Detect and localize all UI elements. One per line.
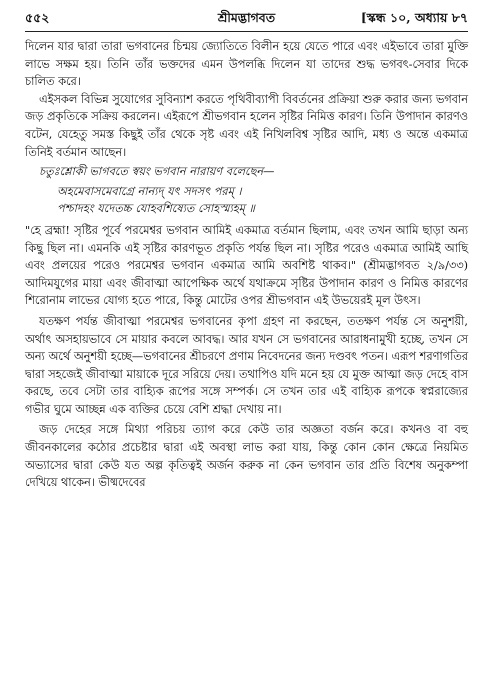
verse-line: পশ্চাদহং যদেতচ্চ যোহবশিষ্যেত সোহস্ম্যহম্ ॥ bbox=[57, 202, 255, 216]
paragraph-continued: দিলেন যার দ্বারা তারা ভগবানের চিন্ময় জ্যোতিতে বিলীন হয়ে যেতে পারে এবং এইভাবে তারা মুক্তি লাভে সক্ষম হয়। তিনি তাঁর ভক্তদের এমন উপলব্ধি দিলেন যা তাদের শুদ্ধ ভগবৎ-সেবার দিকে চালিত করে। bbox=[25, 40, 468, 89]
page-body bbox=[25, 38, 468, 492]
chapter-label: [স্কন্ধ ১০, অধ্যায় ৮৭ bbox=[360, 10, 468, 25]
paragraph-quote: "হে ব্রহ্মা! সৃষ্টির পূর্বে পরমেশ্বর ভগবান আমিই একমাত্র বর্তমান ছিলাম, এবং তখন আমি ছাড়া অন্য কিছু ছিল না। এমনকি এই সৃষ্টির কারণভূত প্রকৃতি পর্যন্ত ছিল না। সৃষ্টির পরেও একমাত্র আমিই আছি এবং প্রলয়ের পরেও পরমেশ্বর ভগবান একমাত্র আমি অবশিষ্ট থাকব।" (শ্রীমদ্ভাগবত ২/৯/৩৩) আদিমযুগের মায়া এবং জীবাত্মা আপেক্ষিক অর্থে যথাক্রমে সৃষ্টির উপাদান কারণ ও নিমিত্ত কারণের শিরোনাম লাভের যোগ্য হতে পারে, কিন্তু মোটের ওপর শ্রীভগবান এই উভয়েরই মূল উৎস। bbox=[25, 223, 468, 308]
paragraph-jiva: যতক্ষণ পর্যন্ত জীবাত্মা পরমেশ্বর ভগবানের কৃপা গ্রহণ না করছেন, ততক্ষণ পর্যন্ত সে অনুশয়ী, অর্থাৎ অসহায়ভাবে সে মায়ার কবলে আবদ্ধ। আর যখন সে ভগবানের আরাধনামুখী হচ্ছে, তখন সে অন্য অর্থে অনুশয়ী হচ্ছে—ভগবানের শ্রীচরণে প্রণাম নিবেদনের জন্য দণ্ডবৎ পতন। এরূপ শরণাগতির দ্বারা সহজেই জীবাত্মা মায়াকে দূরে সরিয়ে দেয়। তথাপিও যদি মনে হয় যে মুক্ত আত্মা জড় দেহে বাস করছে, তবে সেটা তার বাহ্যিক রূপের সঙ্গে সম্পর্ক। সে তখন তার এই বাহ্যিক রূপকে স্বপ্নরাজ্যের গভীর ঘুমে আচ্ছন্ন এক ব্যক্তির চেয়ে বেশি শ্রদ্ধা দেখায় না। bbox=[25, 314, 468, 416]
verse-line: অহমেবাসমেবাগ্রে নান্যদ্ যৎ সদসৎ পরম্ । bbox=[57, 184, 242, 198]
header-divider bbox=[25, 31, 468, 32]
page-header bbox=[25, 10, 468, 30]
paragraph-creation: এইসকল বিভিন্ন সুযোগের সুবিন্যাশ করতে পৃথিবীব্যাপী বিবর্তনের প্রক্রিয়া শুরু করার জন্য ভগবান জড় প্রকৃতিকে সক্রিয় করলেন। এইরূপে শ্রীভগবান হলেন সৃষ্টির নিমিত্ত কারণ। তিনি উপাদান কারণও বটেন, যেহেতু সমস্ত কিছুই তাঁর থেকে সৃষ্ট এবং এই নিখিলবিশ্ব সৃষ্টির আদি, মধ্য ও অন্তে একমাত্র তিনিই বর্তমান আছেন। bbox=[25, 92, 468, 159]
verse-intro: চতুঃশ্লোকী ভাগবতে স্বয়ং ভগবান নারায়ণ বলেছেন— bbox=[39, 165, 275, 179]
page-number: ৫৫২ bbox=[25, 10, 50, 25]
sanskrit-verse bbox=[25, 183, 468, 218]
book-title: শ্রীমদ্ভাগবত bbox=[217, 10, 276, 25]
paragraph-last: জড় দেহের সঙ্গে মিথ্যা পরিচয় ত্যাগ করে কেউ তার অজ্ঞতা বর্জন করে। কখনও বা বহু জীবনকালের কঠোর প্রচেষ্টার দ্বারা এই অবস্থা লাভ করা যায়, কিন্তু কোন কোন ক্ষেত্রে নিয়মিত অভ্যাসের দ্বারা কেউ যত অল্প কৃতিত্বই অর্জন করুক না কেন ভগবান তার প্রতি বিশেষ অনুকম্পা দেখিয়ে থাকেন। ভীষ্মদেবের bbox=[25, 423, 468, 490]
